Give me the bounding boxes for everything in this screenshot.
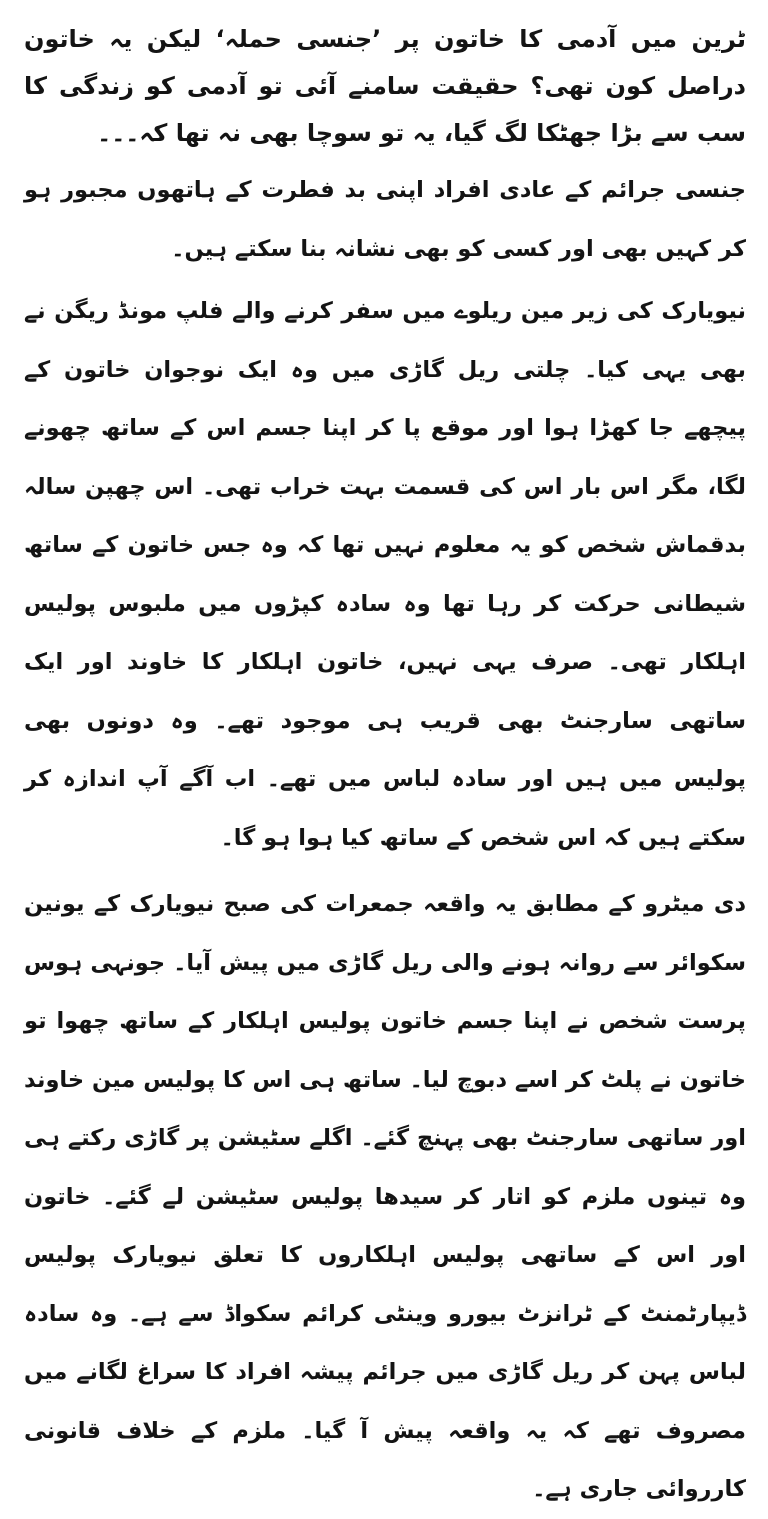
body-paragraph-2: دی میٹرو کے مطابق یہ واقعہ جمعرات کی صبح نیویارک کے یونین سکوائر سے روانہ ہونے والی ریل گاڑی میں پیش آیا۔ جونہی ہوس پرست شخص نے اپنا جسم خاتون پولیس اہلکار کے ساتھ چھوا تو خاتون نے پلٹ کر اسے دبوچ لیا۔ ساتھ ہی اس کا پولیس مین خاوند اور ساتھی سارجنٹ بھی پہنچ گئے۔ اگلے سٹیشن پر گاڑی رکتے ہی وہ تینوں ملزم کو اتار کر سیدھا پولیس سٹیشن لے گئے۔ خاتون اور اس کے ساتھی پولیس اہلکاروں کا تعلق نیویارک پولیس ڈیپارٹمنٹ کے ٹرانزٹ بیورو وینٹی کرائم سکواڈ سے ہے۔ وہ سادہ لباس پہن کر ریل گاڑی میں جرائم پیشہ افراد کا سراغ لگانے میں مصروف تھے کہ یہ واقعہ پیش آ گیا۔ ملزم کے خلاف قانونی کارروائی جاری ہے۔ xyxy=(24,891,746,1502)
article-body xyxy=(24,16,746,1519)
body-paragraph-1: نیویارک کی زیر مین ریلوے میں سفر کرنے والے فلپ مونڈ ریگن نے بھی یہی کیا۔ چلتی ریل گاڑی میں وہ ایک نوجوان خاتون کے پیچھے جا کھڑا ہوا اور موقع پا کر اپنا جسم اس کے ساتھ چھونے لگا، مگر اس بار اس کی قسمت بہت خراب تھی۔ اس چھپن سالہ بدقماش شخص کو یہ معلوم نہیں تھا کہ وہ جس خاتون کے ساتھ شیطانی حرکت کر رہا تھا وہ سادہ کپڑوں میں ملبوس پولیس اہلکار تھی۔ صرف یہی نہیں، خاتون اہلکار کا خاوند اور ایک ساتھی سارجنٹ بھی قریب ہی موجود تھے۔ وہ دونوں بھی پولیس میں ہیں اور سادہ لباس میں تھے۔ اب آگے آپ اندازہ کر سکتے ہیں کہ اس شخص کے ساتھ کیا ہوا ہو گا۔ xyxy=(24,298,746,851)
intro-paragraph: جنسی جرائم کے عادی افراد اپنی بد فطرت کے ہاتھوں مجبور ہو کر کہیں بھی اور کسی کو بھی نشانہ بنا سکتے ہیں۔ xyxy=(24,177,746,262)
article-headline: ٹرین میں آدمی کا خاتون پر ’جنسی حملہ‘ لیکن یہ خاتون دراصل کون تھی؟ حقیقت سامنے آئی تو آدمی کو زندگی کا سب سے بڑا جھٹکا لگ گیا، یہ تو سوچا بھی نہ تھا کہ۔۔۔ xyxy=(24,25,746,147)
